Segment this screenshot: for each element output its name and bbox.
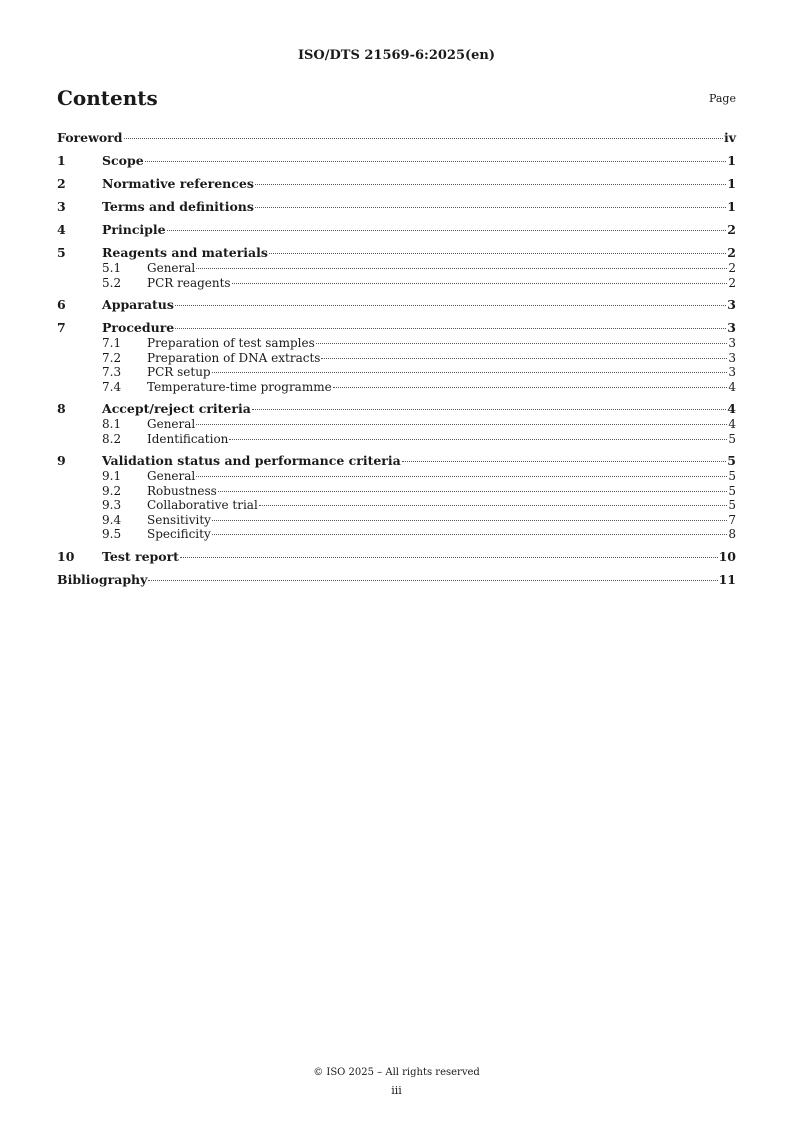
toc-entry-page: 1 — [727, 199, 736, 214]
toc-entry-label: Foreword — [57, 130, 123, 145]
table-of-contents — [57, 130, 736, 588]
toc-entry[interactable] — [57, 176, 736, 192]
toc-entry-label: Normative references — [102, 176, 254, 191]
dot-leader — [196, 268, 727, 269]
toc-entry-number: 7.2 — [102, 350, 122, 365]
dot-leader — [212, 520, 727, 521]
toc-entry-page: 5 — [727, 453, 736, 468]
toc-entry[interactable] — [57, 297, 736, 313]
toc-entry-number: 7.4 — [102, 379, 122, 394]
toc-entry-number: 5.2 — [102, 275, 122, 290]
toc-subentry[interactable] — [57, 365, 736, 380]
toc-entry-page: 2 — [728, 275, 736, 290]
toc-entry-number: 8 — [57, 401, 66, 416]
toc-subentry[interactable] — [57, 484, 736, 499]
toc-entry-number: 9.5 — [102, 527, 122, 541]
toc-entry[interactable] — [57, 401, 736, 417]
toc-entry-page: 4 — [728, 379, 736, 394]
dot-leader — [196, 424, 727, 425]
toc-entry-label: Reagents and materials — [102, 245, 268, 260]
toc-entry-number: 7.3 — [102, 365, 122, 379]
toc-entry[interactable] — [57, 222, 736, 238]
toc-entry-number: 10 — [57, 548, 75, 564]
toc-entry-page: 8 — [728, 527, 736, 541]
dot-leader — [175, 328, 726, 329]
toc-entry-label: Terms and definitions — [102, 199, 254, 214]
toc-entry[interactable] — [57, 549, 736, 565]
toc-entry-page: 1 — [727, 176, 736, 191]
toc-entry-label: Scope — [102, 153, 144, 168]
dot-leader — [232, 283, 728, 284]
toc-entry-number: 2 — [57, 176, 66, 191]
toc-entry-page: 1 — [727, 153, 736, 168]
toc-subentry[interactable] — [57, 469, 736, 484]
toc-entry-page: 5 — [728, 498, 736, 512]
toc-entry-number: 5 — [57, 245, 66, 260]
toc-entry-page: 3 — [728, 336, 736, 350]
dot-leader — [255, 207, 726, 208]
toc-entry-number: 6 — [57, 297, 66, 312]
toc-subentry[interactable] — [57, 336, 736, 351]
dot-leader — [252, 409, 726, 410]
toc-entry-page: 5 — [728, 469, 736, 483]
toc-entry-page: 3 — [727, 297, 736, 312]
toc-entry[interactable] — [57, 245, 736, 261]
toc-entry-label: General — [147, 469, 196, 483]
toc-entry-number: 4 — [57, 222, 66, 237]
toc-subentry[interactable] — [57, 351, 736, 366]
toc-subentry[interactable] — [57, 276, 736, 291]
toc-entry-page: 4 — [727, 401, 736, 416]
toc-entry[interactable] — [57, 320, 736, 336]
toc-subentry[interactable] — [57, 380, 736, 395]
page-column-label: Page — [708, 92, 736, 105]
toc-entry-number: 8.2 — [102, 431, 122, 446]
dot-leader — [196, 476, 727, 477]
toc-subentry[interactable] — [57, 527, 736, 542]
toc-entry-number: 3 — [57, 199, 66, 214]
toc-entry-number: 7 — [57, 320, 66, 335]
toc-entry-page: 3 — [727, 320, 736, 335]
toc-entry-number: 9.3 — [102, 498, 122, 512]
dot-leader — [145, 161, 727, 162]
toc-entry-label: PCR reagents — [147, 275, 231, 290]
toc-entry-label: Preparation of test samples — [147, 336, 315, 350]
dot-leader — [259, 505, 728, 506]
toc-entry-number: 9.1 — [102, 469, 122, 483]
copyright-footer: © ISO 2025 – All rights reserved — [313, 1067, 480, 1078]
dot-leader — [148, 580, 717, 581]
toc-entry-label: Specificity — [147, 527, 211, 541]
toc-entry[interactable] — [57, 199, 736, 215]
toc-entry-label: Sensitivity — [147, 512, 211, 527]
toc-entry-number: 5.1 — [102, 261, 122, 275]
toc-subentry[interactable] — [57, 417, 736, 432]
dot-leader — [269, 253, 726, 254]
dot-leader — [180, 557, 718, 558]
footer-page-number: iii — [391, 1084, 402, 1097]
dot-leader — [321, 358, 727, 359]
toc-entry-number: 9.2 — [102, 483, 122, 498]
toc-entry-page: 5 — [728, 483, 736, 498]
dot-leader — [167, 230, 727, 231]
toc-entry-label: Identification — [147, 431, 229, 446]
toc-entry-number: 9 — [57, 453, 66, 468]
toc-entry[interactable] — [57, 153, 736, 169]
toc-entry-page: 11 — [718, 571, 736, 587]
toc-subentry[interactable] — [57, 261, 736, 276]
dot-leader — [175, 305, 726, 306]
toc-entry-page: 3 — [728, 350, 736, 365]
dot-leader — [402, 461, 727, 462]
toc-entry[interactable] — [57, 130, 736, 146]
toc-entry-label: Principle — [102, 222, 166, 237]
dot-leader — [333, 387, 728, 388]
dot-leader — [218, 491, 728, 492]
toc-entry-page: 5 — [728, 431, 736, 446]
contents-title: Contents — [57, 86, 158, 110]
dot-leader — [316, 343, 728, 344]
toc-entry[interactable] — [57, 572, 736, 588]
toc-entry-label: Robustness — [147, 483, 217, 498]
dot-leader — [212, 534, 728, 535]
toc-entry-label: Temperature-time programme — [147, 379, 332, 394]
toc-entry-number: 1 — [57, 153, 66, 168]
toc-entry-number: 9.4 — [102, 512, 122, 527]
toc-entry-label: Apparatus — [102, 297, 174, 312]
toc-entry-label: Collaborative trial — [147, 498, 258, 512]
toc-entry-page: 7 — [728, 512, 736, 527]
toc-entry-label: Test report — [102, 548, 179, 564]
document-id-header: ISO/DTS 21569-6:2025(en) — [297, 48, 496, 63]
dot-leader — [124, 138, 723, 139]
toc-entry-label: Validation status and performance criteria — [102, 453, 401, 468]
toc-entry-label: Procedure — [102, 320, 175, 335]
toc-entry-number: 7.1 — [102, 336, 122, 350]
dot-leader — [212, 372, 728, 373]
toc-entry-page: 3 — [728, 365, 736, 379]
toc-entry-label: Bibliography — [57, 571, 148, 587]
toc-subentry[interactable] — [57, 513, 736, 528]
toc-entry-label: Preparation of DNA extracts — [147, 350, 321, 365]
toc-entry-number: 8.1 — [102, 417, 122, 431]
toc-subentry[interactable] — [57, 498, 736, 513]
dot-leader — [229, 439, 727, 440]
toc-entry-page: 2 — [728, 261, 736, 275]
toc-entry-page: 4 — [728, 417, 736, 431]
toc-entry-label: General — [147, 261, 196, 275]
toc-entry[interactable] — [57, 453, 736, 469]
dot-leader — [255, 184, 726, 185]
toc-subentry[interactable] — [57, 432, 736, 447]
toc-entry-page: 2 — [727, 245, 736, 260]
toc-entry-page: 2 — [727, 222, 736, 237]
toc-entry-label: Accept/reject criteria — [102, 401, 251, 416]
toc-entry-label: General — [147, 417, 196, 431]
toc-entry-page: iv — [723, 130, 736, 145]
toc-entry-label: PCR setup — [147, 365, 211, 379]
toc-entry-page: 10 — [718, 548, 736, 564]
